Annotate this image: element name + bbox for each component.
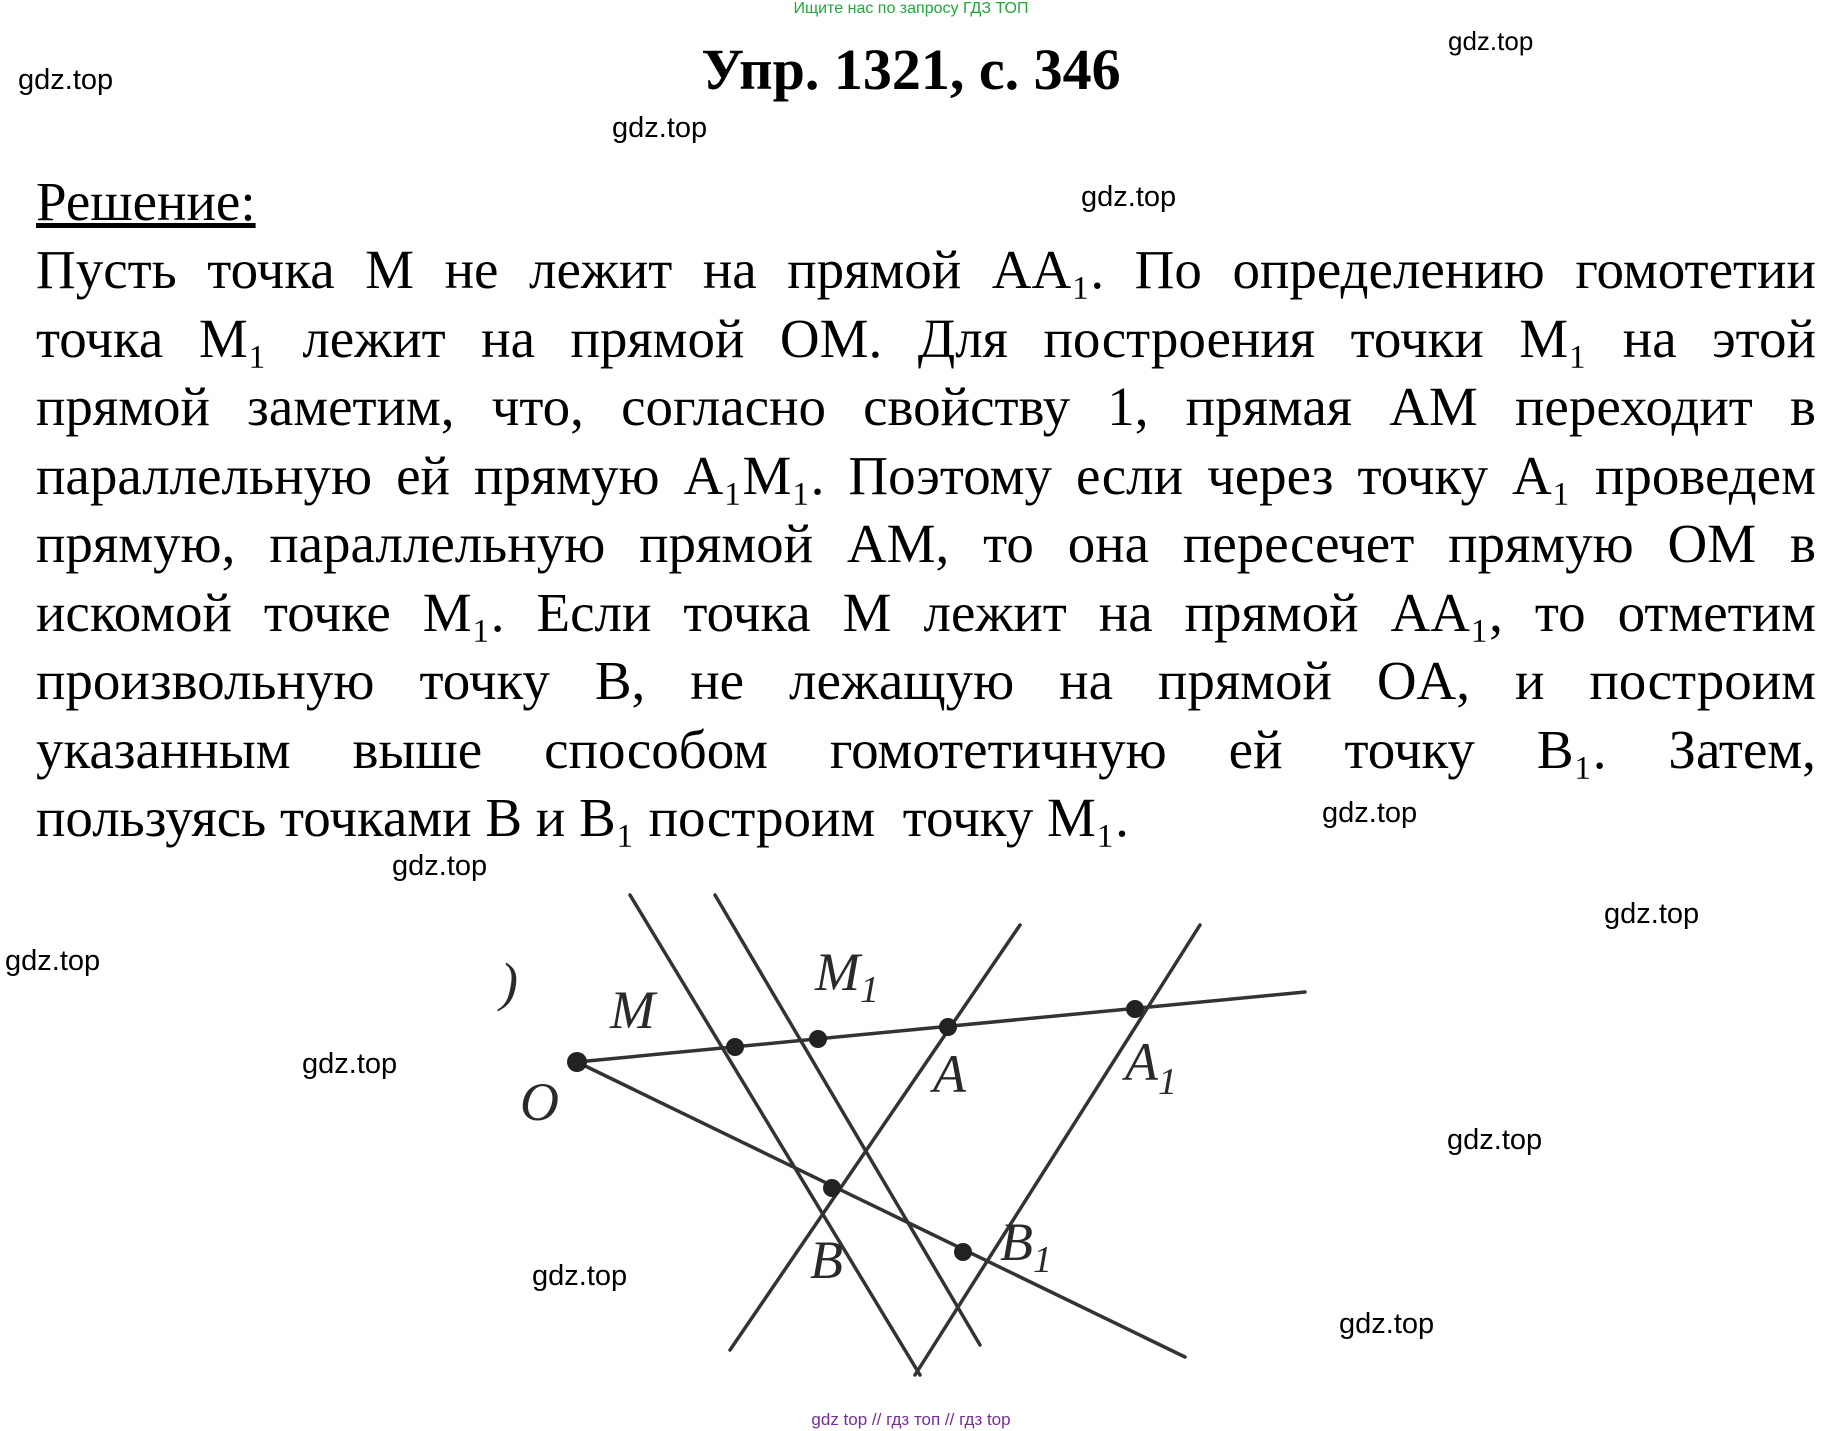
watermark: gdz.top [392,850,488,882]
watermark: gdz.top [1448,26,1534,56]
watermark: gdz.top [1081,181,1177,213]
point-a1 [1126,1000,1144,1018]
homothety-figure [500,880,1305,1380]
watermark: gdz.top [5,945,101,977]
point-m [726,1038,744,1056]
solution-text [36,236,1816,853]
point-b [823,1179,841,1197]
point-a [939,1018,957,1036]
watermark: gdz.top [302,1048,398,1080]
watermark: gdz.top [1604,898,1700,930]
point-m1 [809,1030,827,1048]
label-a: A [933,1044,966,1104]
watermark: gdz.top [1339,1308,1435,1340]
solution-line: точка M₁ лежит на прямой OM. Для построения точки M₁ на этой [36,307,1816,369]
solution-line: искомой точке M₁. Если точка M лежит на прямой AA₁, то отметим [36,581,1816,643]
solution-line: параллельную ей прямую A₁M₁. Поэтому если через точку A₁ проведем [36,444,1816,506]
label-m1: $M_1$ [815,942,879,1011]
label-a1: $A_1$ [1125,1032,1177,1103]
solution-line: прямой заметим, что, согласно свойству 1, прямая AM переходит в [36,376,1816,437]
solution-heading: Решение: [36,171,256,232]
watermark: gdz.top [1322,797,1418,829]
line-through-a1 [915,925,1200,1375]
top-banner[interactable]: Ищите нас по запросу ГДЗ ТОП [793,0,1029,17]
watermark: gdz.top [532,1260,628,1292]
page-title: Упр. 1321, с. 346 [701,37,1121,102]
watermark: gdz.top [1447,1124,1543,1156]
solution-line: пользуясь точками B и B₁ построим точку M₁. [36,787,1129,848]
solution-line: произвольную точку B, не лежащую на прямой OA, и построим [36,650,1816,711]
label-o: O [520,1072,559,1132]
figure-fragment: ) [500,952,518,1012]
point-b1 [954,1243,972,1261]
solution-line: указанным выше способом гомотетичную ей точку B₁. Затем, [36,718,1816,780]
point-o [567,1052,587,1072]
label-b1: $B_1$ [1000,1212,1052,1281]
label-m: M [610,980,655,1040]
watermark: gdz.top [612,112,708,144]
watermark: gdz.top [18,64,114,96]
solution-line: Пусть точка M не лежит на прямой AA₁. По определению гомотетии [36,239,1816,300]
footer-links[interactable]: gdz top // гдз топ // гдз top [811,1410,1011,1429]
solution-line: прямую, параллельную прямой AM, то она пересечет прямую OM в [36,513,1816,574]
label-b: B [810,1230,843,1290]
